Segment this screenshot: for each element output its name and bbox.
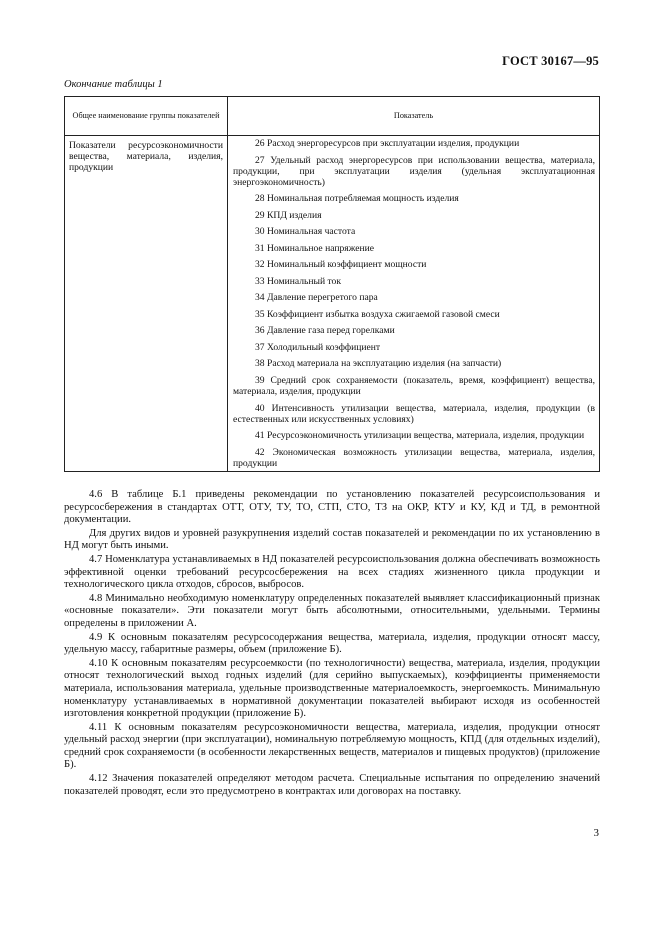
indicator-item: 36 Давление газа перед горелками	[255, 325, 395, 337]
paragraph: 4.11 К основным показателям ресурсоэкономичности вещества, материала, изделия, продукции относят удельный расход энергии (при эксплуатации), номинальную потребляемую мощность, КПД (для отдельных изделий), средний срок сохраняемости (в особенности лекарственных веществ, материалов и пищевых продуктов) (приложение Б).	[64, 721, 600, 771]
indicator-item: 32 Номинальный коэффициент мощности	[255, 259, 427, 271]
body-text	[64, 489, 600, 799]
indicator-item: 35 Коэффициент избытка воздуха сжигаемой газовой смеси	[255, 308, 500, 320]
indicator-item: 40 Интенсивность утилизации вещества, материала, изделия, продукции (в естественных или искусственных условиях)	[233, 402, 595, 425]
indicator-item: 33 Номинальный ток	[255, 275, 342, 287]
standard-header: ГОСТ 30167—95	[502, 54, 599, 68]
indicators-table	[64, 96, 600, 472]
paragraph: 4.10 К основным показателям ресурсоемкости (по технологичности) вещества, материала, изделия, продукции относят технологический выход годных изделий (для серийно выпускаемых), коэффициенты применяемости материала, использования материала, удельные производственные материалоемкость, энергоемкость. Минимальную номенклатуру устанавливаемых в нормативной документации показателей выбирают исходя из особенностей изготовления конкретной продукции (приложение Б).	[64, 657, 600, 720]
indicator-item: 29 КПД изделия	[255, 209, 322, 221]
group-name-cell: Показатели ресурсоэкономичности вещества, материала, изделия, продукции	[65, 136, 228, 472]
indicator-item: 31 Номинальное напряжение	[255, 242, 374, 254]
column-header-group: Общее наименование группы показателей	[65, 97, 228, 136]
indicator-item: 38 Расход материала на эксплуатацию изделия (на запчасти)	[255, 358, 502, 370]
indicator-item: 34 Давление перегретого пара	[255, 292, 378, 304]
indicator-list	[228, 136, 600, 472]
indicator-item: 30 Номинальная частота	[255, 226, 356, 238]
paragraph: 4.8 Минимально необходимую номенклатуру определенных показателей выявляет классификационный признак «основные показатели». Эти показатели могут быть абсолютными, относительными, удельными. Термины определены в приложении А.	[64, 592, 600, 629]
indicator-item: 41 Ресурсоэкономичность утилизации вещества, материала, изделия, продукции	[255, 430, 585, 442]
indicator-item: 42 Экономическая возможность утилизации вещества, материала, изделия, продукции	[233, 446, 595, 469]
indicator-item: 28 Номинальная потребляемая мощность изделия	[255, 193, 459, 205]
paragraph: 4.9 К основным показателям ресурсосодержания вещества, материала, изделия, продукции относят массу, удельную массу, габаритные размеры, объем (приложение Б).	[64, 631, 600, 656]
paragraph: 4.7 Номенклатура устанавливаемых в НД показателей ресурсоиспользования должна обеспечивать возможность эффективной оценки требований ресурсосбережения на всех стадиях жизненного цикла продукции и технологического цикла отходов, сбросов, выбросов.	[64, 553, 600, 591]
indicator-item: 26 Расход энергоресурсов при эксплуатации изделия, продукции	[255, 138, 520, 149]
indicator-item: 27 Удельный расход энергоресурсов при использовании вещества, материала, продукции, при эксплуатации изделия (удельная эксплуатационная энергоэкономичность)	[233, 154, 595, 188]
indicator-item: 39 Средний срок сохраняемости (показатель, время, коэффициент) вещества, материала, изделия, продукции	[233, 374, 595, 397]
paragraph: 4.6 В таблице Б.1 приведены рекомендации по установлению показателей ресурсоиспользования и ресурсосбережения в стандартах ОТТ, ОТУ, ТУ, ТО, СТП, СТО, ТЗ на ОКР, КТУ и КУ, КД и ТД, в ремонтной документации.	[64, 489, 600, 526]
paragraph: Для других видов и уровней разукрупнения изделий состав показателей и рекомендации по их установлению в НД могут быть иными.	[64, 527, 600, 552]
table-caption: Окончание таблицы 1	[64, 79, 163, 90]
indicator-item: 37 Холодильный коэффициент	[255, 341, 381, 353]
paragraph: 4.12 Значения показателей определяют методом расчета. Специальные испытания по определению значений показателей проводят, если это предусмотрено в контрактах или договорах на поставку.	[64, 773, 600, 797]
column-header-indicator: Показатель	[228, 97, 600, 136]
page-number: 3	[593, 827, 599, 839]
